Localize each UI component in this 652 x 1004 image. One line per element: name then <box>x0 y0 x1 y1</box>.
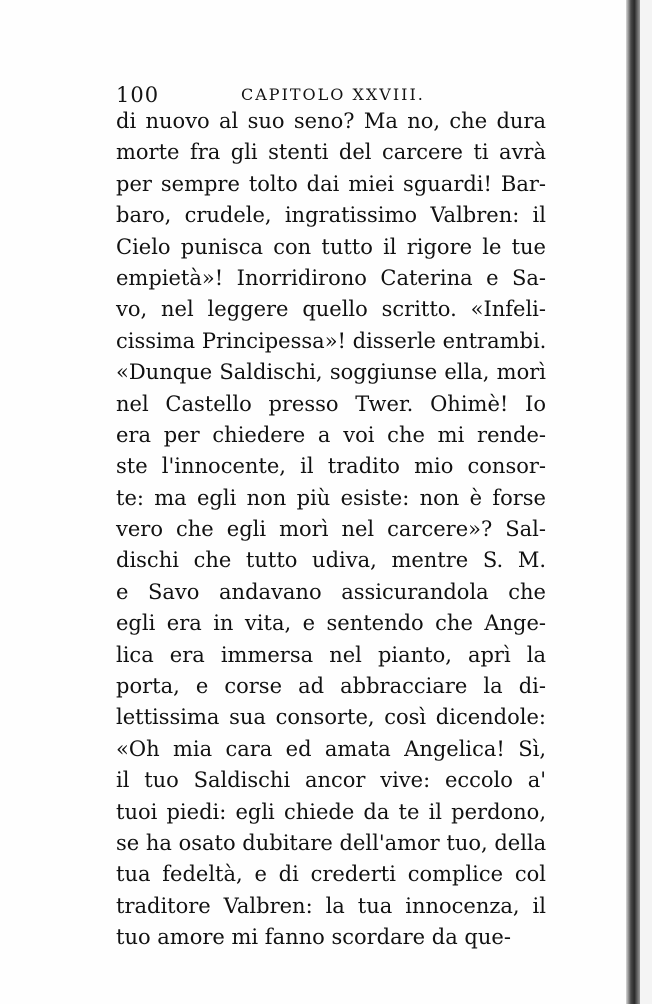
text-line: e Savo andavano assicurandola che <box>116 579 546 604</box>
text-line: vo, nel leggere quello scritto. «Infeli- <box>116 297 546 322</box>
text-line: per sempre tolto dai miei sguardi! Bar- <box>116 171 546 196</box>
text-line: era per chiedere a voi che mi rende- <box>116 422 546 447</box>
text-line: baro, crudele, ingratissimo Valbren: il <box>116 203 546 228</box>
page-number: 100 <box>116 83 160 107</box>
text-line: morte fra gli stenti del carcere ti avrà <box>116 140 546 165</box>
text-line: cissima Principessa»! disserle entrambi. <box>116 328 547 353</box>
text-line: lica era immersa nel pianto, aprì la <box>116 642 546 667</box>
text-line: tuoi piedi: egli chiede da te il perdono, <box>116 799 546 824</box>
text-line: il tuo Saldischi ancor vive: eccolo a' <box>116 768 546 793</box>
page-margin-outer <box>640 0 652 1004</box>
text-line: vero che egli morì nel carcere»? Sal- <box>116 517 546 542</box>
text-line: tuo amore mi fanno scordare da que- <box>116 925 511 950</box>
text-line: te: ma egli non più esiste: non è forse <box>116 485 546 510</box>
body-text <box>116 106 546 954</box>
text-line: porta, e corse ad abbracciare la di- <box>116 674 546 699</box>
text-line: di nuovo al suo seno? Ma no, che dura <box>116 109 546 133</box>
text-line: «Oh mia cara ed amata Angelica! Sì, <box>116 736 546 761</box>
page-binding-shadow <box>626 0 640 1004</box>
text-line: ste l'innocente, il tradito mio consor- <box>116 454 546 479</box>
text-line: empietà»! Inorridirono Caterina e Sa- <box>116 265 546 290</box>
text-line: «Dunque Saldischi, soggiunse ella, morì <box>116 360 546 385</box>
text-line: lettissima sua consorte, così dicendole: <box>116 705 546 730</box>
text-line: dischi che tutto udiva, mentre S. M. <box>116 548 546 573</box>
text-line: se ha osato dubitare dell'amor tuo, della <box>116 830 547 855</box>
text-line: egli era in vita, e sentendo che Ange- <box>116 611 546 636</box>
text-line: nel Castello presso Twer. Ohimè! Io <box>116 391 546 416</box>
text-line: Cielo punisca con tutto il rigore le tue <box>116 234 546 259</box>
text-line: traditore Valbren: la tua innocenza, il <box>116 893 546 918</box>
text-line: tua fedeltà, e di crederti complice col <box>116 862 546 887</box>
chapter-title: CAPITOLO XXVIII. <box>241 85 425 104</box>
